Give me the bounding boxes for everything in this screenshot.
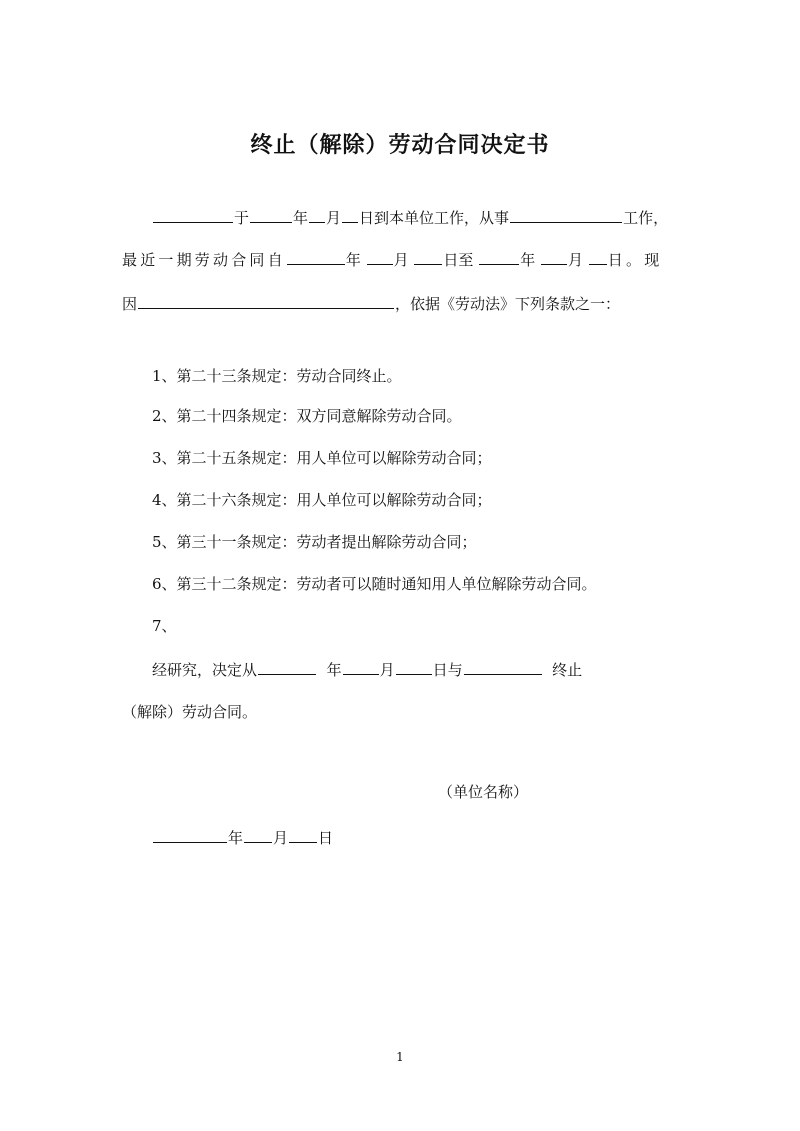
clause-item: 4、第二十六条规定：用人单位可以解除劳动合同； bbox=[152, 491, 492, 509]
text-yu: 于 bbox=[234, 209, 250, 227]
signature-month-blank[interactable] bbox=[244, 826, 272, 843]
text-decision-year: 年 bbox=[326, 661, 342, 679]
start-month-blank[interactable] bbox=[309, 206, 325, 223]
signature-date-line bbox=[152, 826, 333, 848]
decision-party-blank[interactable] bbox=[464, 658, 542, 675]
text-work: 工作， bbox=[623, 209, 669, 227]
decision-line bbox=[152, 658, 582, 680]
contract-period-line bbox=[122, 248, 662, 270]
page-number: 1 bbox=[396, 1050, 404, 1064]
contract-start-month-blank[interactable] bbox=[367, 248, 393, 265]
document-title: 终止（解除）劳动合同决定书 bbox=[250, 133, 550, 158]
employment-line bbox=[152, 206, 668, 228]
job-title-blank[interactable] bbox=[510, 206, 622, 223]
clause-item: 3、第二十五条规定：用人单位可以解除劳动合同； bbox=[152, 449, 492, 467]
employee-name-blank[interactable] bbox=[153, 206, 233, 223]
decision-line-2: （解除）劳动合同。 bbox=[122, 703, 258, 721]
contract-end-month-blank[interactable] bbox=[541, 248, 567, 265]
contract-end-year-blank[interactable] bbox=[479, 248, 519, 265]
text-day-now: 日。现 bbox=[607, 251, 663, 269]
contract-start-day-blank[interactable] bbox=[414, 248, 442, 265]
text-signature-day: 日 bbox=[318, 829, 334, 847]
contract-start-year-blank[interactable] bbox=[287, 248, 345, 265]
signature-year-blank[interactable] bbox=[153, 826, 227, 843]
text-month-2: 月 bbox=[568, 251, 584, 269]
text-terminate: 终止 bbox=[552, 661, 583, 679]
text-day-work: 日到本单位工作，从事 bbox=[359, 209, 510, 227]
text-because: 因 bbox=[122, 295, 138, 313]
start-day-blank[interactable] bbox=[342, 206, 358, 223]
clause-item: 6、第三十二条规定：劳动者可以随时通知用人单位解除劳动合同。 bbox=[152, 575, 597, 593]
text-contract-from: 最近一期劳动合同自 bbox=[122, 251, 286, 269]
signature-day-blank[interactable] bbox=[289, 826, 317, 843]
decision-year-blank[interactable] bbox=[258, 658, 316, 675]
text-signature-month: 月 bbox=[273, 829, 289, 847]
text-month-1: 月 bbox=[393, 251, 409, 269]
clause-item: 5、第三十一条规定：劳动者提出解除劳动合同； bbox=[152, 533, 477, 551]
text-year-2: 年 bbox=[520, 251, 536, 269]
start-year-blank[interactable] bbox=[250, 206, 292, 223]
contract-end-day-blank[interactable] bbox=[589, 248, 607, 265]
decision-day-blank[interactable] bbox=[396, 658, 432, 675]
clause-item: 7、 bbox=[152, 617, 177, 635]
text-decided-from: 经研究，决定从 bbox=[152, 661, 258, 679]
text-legal-basis: ，依据《劳动法》下列条款之一： bbox=[395, 295, 621, 313]
decision-month-blank[interactable] bbox=[343, 658, 379, 675]
text-decision-day-with: 日与 bbox=[432, 661, 463, 679]
clause-item: 1、第二十三条规定：劳动合同终止。 bbox=[152, 367, 402, 385]
text-decision-month: 月 bbox=[379, 661, 395, 679]
text-day-to: 日至 bbox=[443, 251, 474, 269]
reason-line bbox=[122, 292, 620, 314]
reason-blank[interactable] bbox=[138, 292, 394, 309]
text-year: 年 bbox=[293, 209, 309, 227]
clause-item: 2、第二十四条规定：双方同意解除劳动合同。 bbox=[152, 407, 462, 425]
text-month: 月 bbox=[326, 209, 342, 227]
text-signature-year: 年 bbox=[228, 829, 244, 847]
unit-name-label: （单位名称） bbox=[438, 783, 529, 801]
text-year-1: 年 bbox=[345, 251, 361, 269]
